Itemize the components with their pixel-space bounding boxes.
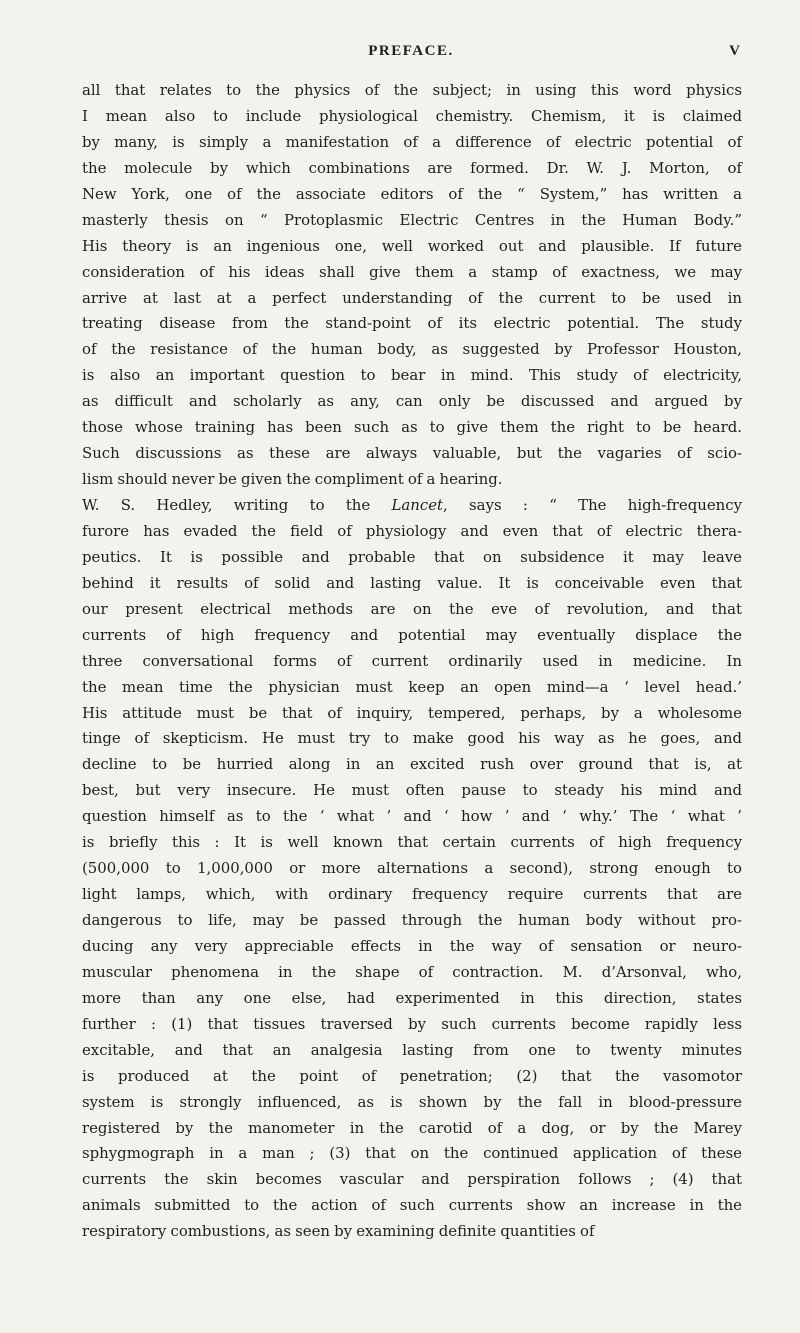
text-line: (500,000 to 1,000,000 or more alternations a second), strong enough to	[82, 859, 742, 878]
text-line: ducing any very appreciable effects in the way of sensation or neuro-	[82, 936, 742, 955]
text-line: the mean time the physician must keep an open mind—a ‘ level head.’	[82, 677, 742, 696]
text-line: tinge of skepticism. He must try to make good his way as he goes, and	[82, 729, 742, 748]
text-line: all that relates to the physics of the subject; in using this word physics	[82, 81, 742, 99]
text-line: muscular phenomena in the shape of contraction. M. d’Arsonval, who,	[82, 962, 742, 981]
text-line: furore has evaded the field of physiology and even that of electric thera-	[82, 521, 742, 540]
text-line: masterly thesis on “ Protoplasmic Electric Centres in the Human Body.”	[82, 210, 742, 229]
text-line: peutics. It is possible and probable that on subsidence it may leave	[82, 547, 742, 566]
text-line: light lamps, which, with ordinary frequency require currents that are	[82, 885, 742, 904]
text-line: the molecule by which combinations are formed. Dr. W. J. Morton, of	[82, 158, 742, 177]
text-line: currents of high frequency and potential may eventually displace the	[82, 625, 742, 644]
text-line: decline to be hurried along in an excited rush over ground that is, at	[82, 755, 742, 774]
text-line: His theory is an ingenious one, well worked out and plausible. If future	[82, 236, 742, 255]
text-line: those whose training has been such as to give them the right to be heard.	[82, 418, 742, 437]
text-line: registered by the manometer in the carotid of a dog, or by the Marey	[82, 1118, 742, 1137]
page-number: V	[729, 43, 740, 59]
text-line: is briefly this : It is well known that certain currents of high frequency	[82, 833, 742, 852]
text-line: three conversational forms of current ordinarily used in medicine. In	[82, 651, 742, 670]
text-line: W. S. Hedley, writing to the Lancet, says : “ The high-frequency	[82, 496, 742, 514]
text-line: best, but very insecure. He must often pause to steady his mind and	[82, 781, 742, 800]
text-line: sphygmograph in a man ; (3) that on the continued application of these	[82, 1144, 742, 1163]
text-line: by many, is simply a manifestation of a difference of electric potential of	[82, 132, 742, 151]
text-line: New York, one of the associate editors of the “ System,” has written a	[82, 184, 742, 203]
text-line: Such discussions as these are always valuable, but the vagaries of scio-	[82, 444, 742, 463]
journal-title: Lancet	[391, 496, 444, 514]
text-line: arrive at last at a perfect understanding of the current to be used in	[82, 288, 742, 307]
page-header	[82, 43, 740, 67]
text-line: of the resistance of the human body, as suggested by Professor Houston,	[82, 340, 742, 359]
text-line: is produced at the point of penetration; (2) that the vasomotor	[82, 1066, 742, 1085]
text-line: excitable, and that an analgesia lasting from one to twenty minutes	[82, 1040, 742, 1059]
text-line: our present electrical methods are on the eve of revolution, and that	[82, 599, 742, 618]
text-line: is also an important question to bear in mind. This study of electricity,	[82, 366, 742, 385]
text-line: lism should never be given the compliment of a hearing.	[82, 470, 503, 489]
text-line: more than any one else, had experimented in this direction, states	[82, 988, 742, 1007]
text-line: as difficult and scholarly as any, can only be discussed and argued by	[82, 392, 742, 411]
text-line: I mean also to include physiological chemistry. Chemism, it is claimed	[82, 106, 742, 125]
text-line: consideration of his ideas shall give them a stamp of exactness, we may	[82, 262, 742, 281]
text-line: animals submitted to the action of such currents show an increase in the	[82, 1196, 742, 1215]
text-line: respiratory combustions, as seen by examining definite quantities of	[82, 1222, 595, 1241]
text-line: behind it results of solid and lasting value. It is conceivable even that	[82, 573, 742, 592]
text-line: further : (1) that tissues traversed by such currents become rapidly less	[82, 1014, 742, 1033]
text-line: dangerous to life, may be passed through the human body without pro-	[82, 911, 742, 929]
text-line: currents the skin becomes vascular and perspiration follows ; (4) that	[82, 1170, 742, 1189]
body-text	[82, 78, 742, 1245]
text-line: treating disease from the stand-point of its electric potential. The study	[82, 314, 742, 333]
text-line: His attitude must be that of inquiry, tempered, perhaps, by a wholesome	[82, 703, 742, 722]
running-title: PREFACE.	[368, 43, 454, 59]
text-line: question himself as to the ‘ what ’ and ‘ how ’ and ‘ why.’ The ‘ what ’	[82, 807, 742, 826]
text-line: system is strongly influenced, as is shown by the fall in blood-pressure	[82, 1092, 742, 1111]
